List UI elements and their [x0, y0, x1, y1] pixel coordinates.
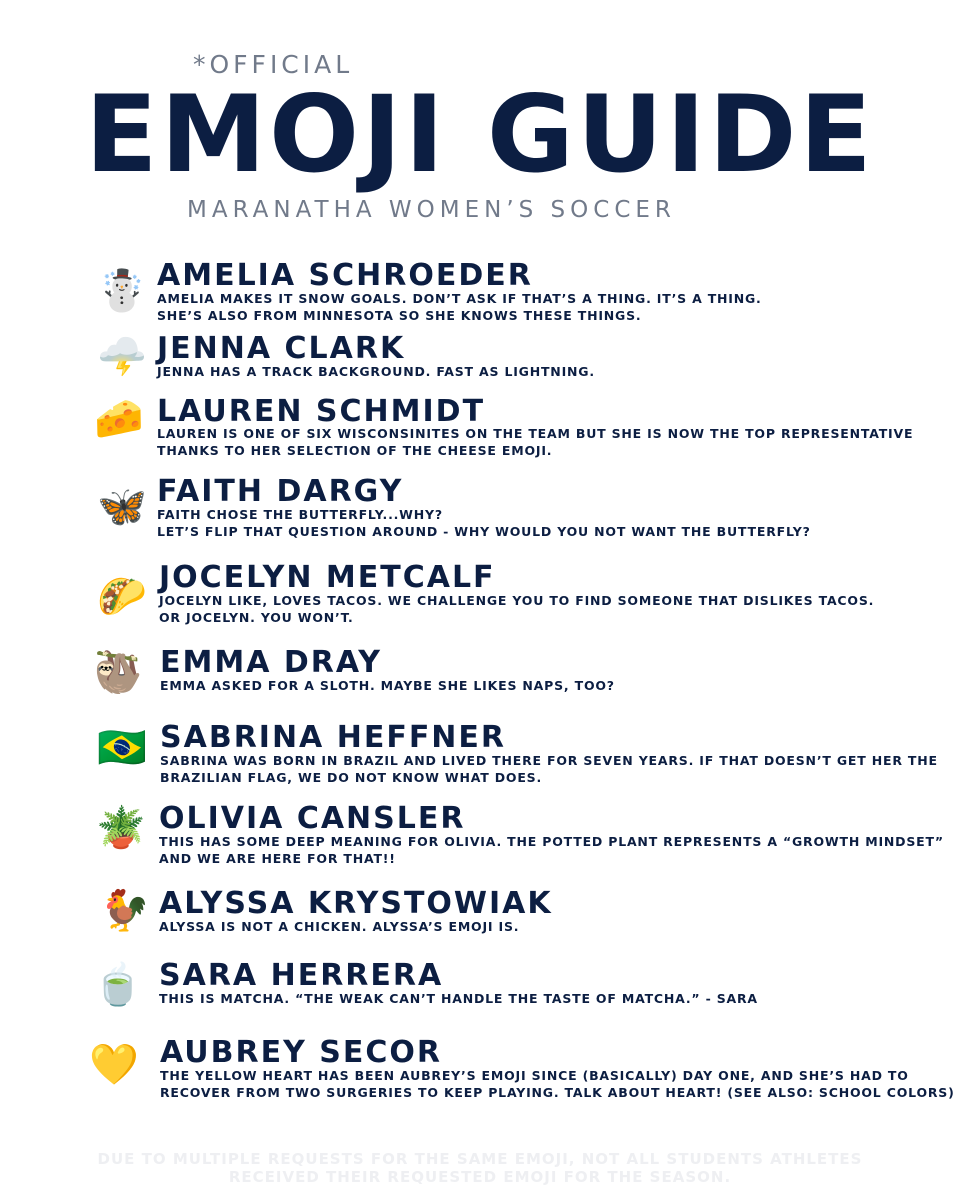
player-name: SABRINA HEFFNER — [160, 720, 507, 755]
player-name: LAUREN SCHMIDT — [157, 394, 486, 429]
player-name: AUBREY SECOR — [160, 1035, 443, 1070]
snowman-icon: ☃️ — [97, 268, 147, 314]
player-description: ALYSSA IS NOT A CHICKEN. ALYSSA’S EMOJI IS. — [159, 919, 520, 934]
cloud-lightning-icon: 🌩️ — [97, 334, 147, 380]
footer-disclaimer: DUE TO MULTIPLE REQUESTS FOR THE SAME EMOJI, NOT ALL STUDENTS ATHLETES RECEIVED THEIR REQUESTED EMOJI FOR THE SEASON. — [97, 1150, 863, 1186]
rooster-icon: 🐓 — [100, 888, 150, 934]
page-title: EMOJI GUIDE — [85, 73, 875, 196]
player-description: THIS HAS SOME DEEP MEANING FOR OLIVIA. THE POTTED PLANT REPRESENTS A “GROWTH MINDSET” AND WE ARE HERE FOR THAT!! — [159, 834, 944, 866]
player-description: SABRINA WAS BORN IN BRAZIL AND LIVED THERE FOR SEVEN YEARS. IF THAT DOESN’T GET HER THE BRAZILIAN FLAG, WE DO NOT KNOW WHAT DOES. — [160, 753, 938, 785]
player-description: THE YELLOW HEART HAS BEEN AUBREY’S EMOJI SINCE (BASICALLY) DAY ONE, AND SHE’S HAD TO RECOVER FROM TWO SURGERIES TO KEEP PLAYING. TALK ABOUT HEART! (SEE ALSO: SCHOOL COLORS) — [160, 1068, 955, 1100]
player-description: EMMA ASKED FOR A SLOTH. MAYBE SHE LIKES NAPS, TOO? — [160, 678, 615, 693]
player-description: LAUREN IS ONE OF SIX WISCONSINITES ON THE TEAM BUT SHE IS NOW THE TOP REPRESENTATIVE THANKS TO HER SELECTION OF THE CHEESE EMOJI. — [157, 426, 914, 458]
header-official: *OFFICIAL — [193, 50, 354, 79]
sloth-icon: 🦥 — [93, 650, 143, 696]
potted-plant-icon: 🪴 — [96, 805, 146, 851]
player-description: AMELIA MAKES IT SNOW GOALS. DON’T ASK IF THAT’S A THING. IT’S A THING. SHE’S ALSO FROM MINNESOTA SO SHE KNOWS THESE THINGS. — [157, 291, 762, 323]
player-description: THIS IS MATCHA. “THE WEAK CAN’T HANDLE THE TASTE OF MATCHA.” - SARA — [159, 991, 758, 1006]
player-description: FAITH CHOSE THE BUTTERFLY...WHY? LET’S FLIP THAT QUESTION AROUND - WHY WOULD YOU NOT WANT THE BUTTERFLY? — [157, 507, 811, 539]
player-name: FAITH DARGY — [157, 474, 404, 509]
player-name: JOCELYN METCALF — [159, 560, 496, 595]
yellow-heart-icon: 💛 — [89, 1042, 139, 1088]
player-name: SARA HERRERA — [159, 958, 444, 993]
butterfly-icon: 🦋 — [97, 484, 147, 530]
player-description: JOCELYN LIKE, LOVES TACOS. WE CHALLENGE YOU TO FIND SOMEONE THAT DISLIKES TACOS. OR JOCELYN. YOU WON’T. — [159, 593, 875, 625]
player-name: EMMA DRAY — [160, 645, 382, 680]
taco-icon: 🌮 — [97, 574, 147, 620]
page-subtitle: MARANATHA WOMEN’S SOCCER — [187, 197, 676, 223]
player-description: JENNA HAS A TRACK BACKGROUND. FAST AS LIGHTNING. — [157, 364, 595, 379]
player-name: AMELIA SCHROEDER — [157, 258, 533, 293]
player-name: OLIVIA CANSLER — [159, 801, 466, 836]
brazil-flag-icon: 🇧🇷 — [97, 725, 147, 771]
player-name: JENNA CLARK — [157, 331, 406, 366]
player-name: ALYSSA KRYSTOWIAK — [159, 886, 553, 921]
cheese-icon: 🧀 — [94, 396, 144, 442]
matcha-tea-icon: 🍵 — [93, 962, 143, 1008]
